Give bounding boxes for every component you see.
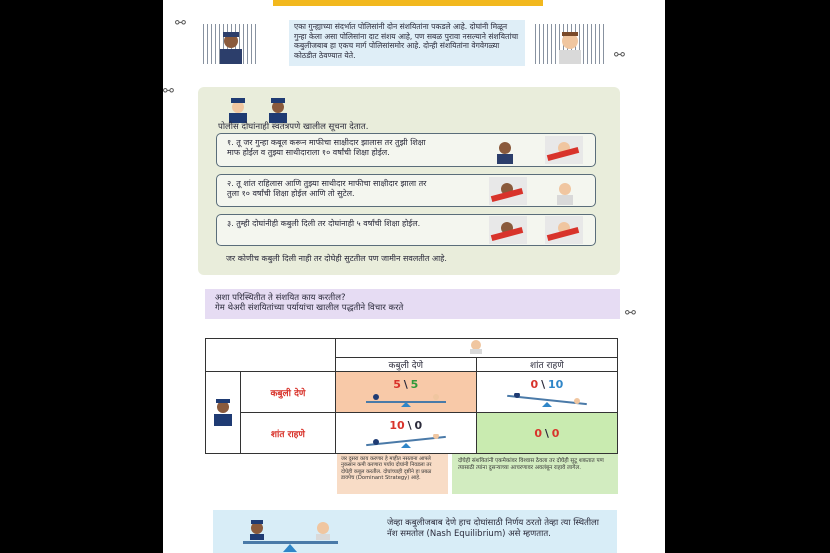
- matrix-header-prisoner: [335, 339, 617, 358]
- seesaw-icon: [502, 393, 592, 407]
- trust-note-text: दोघेही संशयितांनी एकमेकांवर विश्वास ठेवला तर दोघेही सुटू शकतात पण त्यासाठी त्यांना दुसऱ्याच्या आचरणावर अवलंबून राहावे लागेल.: [458, 458, 604, 471]
- col-header-silent: [476, 358, 617, 372]
- prisoner-icon: [487, 136, 587, 164]
- row-header-police: [206, 372, 241, 454]
- prisoner-icon: [466, 339, 486, 354]
- handcuffs-icon: ⚯: [163, 84, 174, 99]
- row-header-confess: [241, 372, 336, 413]
- infographic-page: [163, 0, 665, 553]
- nash-equilibrium-box: [213, 510, 617, 553]
- score-separator: \: [544, 426, 549, 440]
- scenario-panel: [198, 87, 620, 275]
- ss-left-score: 0: [534, 426, 543, 440]
- ss-right-score: 0: [551, 426, 560, 440]
- condition-card-1: [216, 133, 596, 167]
- seesaw-icon: [361, 393, 451, 407]
- payoff-matrix: [205, 338, 618, 454]
- police-cell-icon: [203, 24, 259, 64]
- nash-equilibrium-text: जेव्हा कबुलीजबाब देणे हाच दोघांसाठी निर्णय ठरतो तेव्हा त्या स्थितीला नॅश समतोल (Nash Equilibrium) असे म्हणतात.: [387, 518, 600, 539]
- col-confess-label: कबुली देणे: [388, 361, 424, 371]
- police-officer-icon: [203, 24, 259, 64]
- row-silent-label: शांत राहणे: [270, 429, 305, 440]
- cs-left-score: 0: [530, 377, 539, 391]
- cell-silent-silent: [476, 413, 617, 454]
- score-separator: \: [541, 377, 546, 391]
- police-officer-icon: [208, 396, 238, 426]
- condition-text-3: ३. तुम्ही दोघांनीही कबुली दिली तर दोघांनाही ५ वर्षांची शिक्षा होईल.: [227, 219, 421, 228]
- cs-right-score: 10: [547, 377, 564, 391]
- trust-note: [452, 454, 618, 494]
- sc-right-score: 0: [414, 418, 423, 432]
- intro-text-box: [289, 20, 525, 66]
- cc-right-score: 5: [410, 377, 419, 391]
- handcuffs-icon: ⚯: [614, 48, 625, 63]
- question-line-2: गेम थेअरी संशयितांच्या पर्यायांचा खालील पद्धतीने विचार करते: [215, 303, 404, 313]
- seesaw-icon: [361, 434, 451, 448]
- row-header-silent: [241, 413, 336, 454]
- prisoner-icon: [535, 24, 605, 64]
- police-officer-icon: [220, 93, 300, 123]
- cell-silent-confess: [335, 413, 476, 454]
- handcuffs-icon: ⚯: [175, 16, 186, 31]
- prisoner-icon: [487, 216, 587, 244]
- prisoner-icon: [487, 177, 587, 205]
- top-accent-bar: [273, 0, 543, 6]
- sc-left-score: 10: [389, 418, 405, 432]
- cc-left-score: 5: [393, 377, 401, 391]
- police-intro: पोलीस दोघांनाही स्वतंत्रपणे खालील सूचना देतात.: [218, 122, 369, 132]
- handcuffs-icon: ⚯: [625, 306, 636, 321]
- condition-text-2: २. तू शांत राहिलास आणि तुझ्या साथीदार माफीचा साक्षीदार झाला तर तुला १० वर्षांची शिक्षा होईल आणि तो सुटेल.: [227, 179, 427, 198]
- score-separator: \: [407, 418, 412, 432]
- intro-text: एका गुन्ह्याच्या संदर्भात पोलिसांनी दोन संशयितांना पकडले आहे. दोघांनी मिळून गुन्हा केला असा पोलिसांना दाट संशय आहे, पण सबळ पुरावा नसल्याने संशयितांचा कबुलीजबाब हा एकच मार्ग पोलिसांसमोर आहे. दोन्ही संशयितांना वेगवेगळ्या कोठडीत ठेवण्यात येते.: [294, 22, 519, 60]
- condition-card-2: [216, 174, 596, 207]
- question-line-1: अशा परिस्थितीत ते संशयित काय करतील?: [215, 293, 346, 303]
- none-confess-text: जर कोणीच कबुली दिली नाही तर दोघेही सुटतील पण जामीन सवलतीत आहे.: [226, 254, 447, 263]
- dominant-strategy-text: जर दुसरा काय करणार हे माहीत नसताना आपले नुकसान कमी करणारा पर्याय दोघांनी निवडला तर दोघेही कबूल करतील. दोघांच्याही दृष्टीने हा प्रबळ डावपेच (Dominant Strategy) आहे.: [341, 456, 432, 482]
- cell-confess-silent: [476, 372, 617, 413]
- col-silent-label: शांत राहणे: [530, 361, 564, 371]
- question-box: [205, 289, 620, 319]
- matrix-corner: [206, 339, 336, 372]
- cell-confess-confess: [335, 372, 476, 413]
- col-header-confess: [335, 358, 476, 372]
- score-separator: \: [403, 377, 408, 391]
- condition-text-1: १. तू जर गुन्हा कबूल करून माफीचा साक्षीदार झालास तर तुझी शिक्षा माफ होईल व तुझ्या साथीदाराला १० वर्षांची शिक्षा होईल.: [227, 138, 426, 157]
- seesaw-icon: [243, 518, 343, 552]
- row-confess-label: कबुली देणे: [270, 388, 306, 399]
- dominant-strategy-note: [337, 454, 448, 494]
- prisoner-cell-icon: [535, 24, 605, 64]
- condition-card-3: [216, 214, 596, 246]
